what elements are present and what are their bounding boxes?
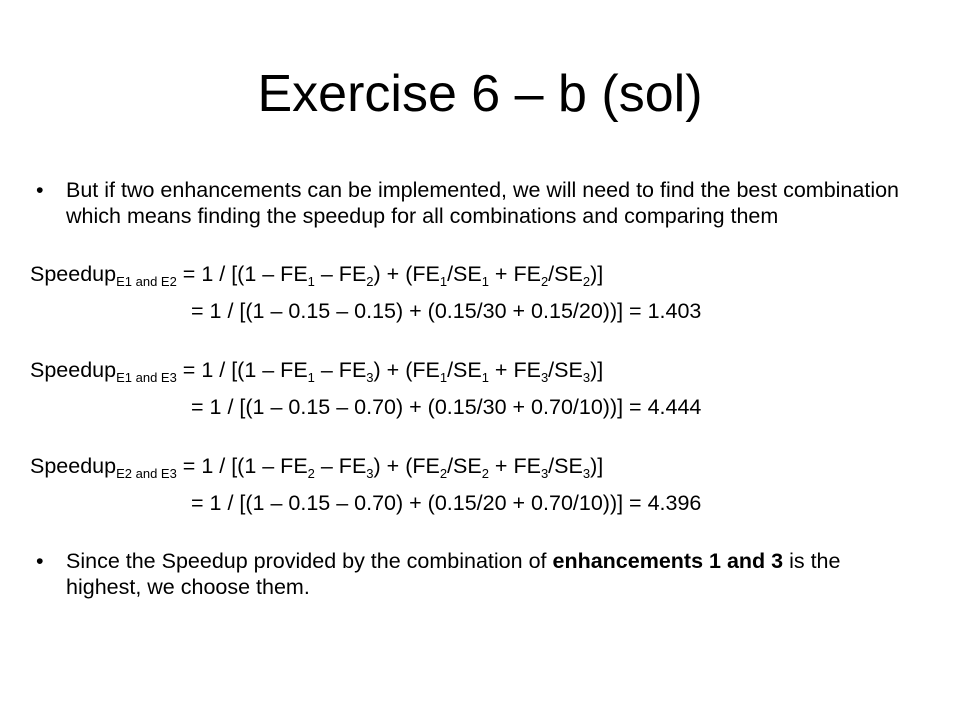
equation-result: = 1 / [(1 – 0.15 – 0.15) + (0.15/30 + 0.15/20))] = 1.403 (191, 298, 702, 323)
formula-part: + FE (488, 358, 541, 382)
bullet-icon: • (36, 178, 44, 202)
formula-part: + FE (488, 262, 541, 286)
equation-e2-e3 (30, 454, 910, 516)
equation-result: = 1 / [(1 – 0.15 – 0.70) + (0.15/20 + 0.70/10))] = 4.396 (191, 490, 702, 515)
formula-subscript: 3 (366, 370, 374, 385)
equation-e1-e2 (30, 262, 910, 324)
equation-e1-e3 (30, 358, 910, 420)
formula-part: /SE (447, 358, 482, 382)
formula-subscript: 1 (481, 274, 489, 289)
slide-body (30, 178, 910, 600)
equation-label: Speedup (30, 358, 117, 382)
formula-part: ) + (FE (373, 454, 440, 478)
formula-subscript: 3 (366, 466, 374, 481)
formula-subscript: 2 (481, 466, 489, 481)
equation-formula (30, 358, 910, 384)
slide-title: Exercise 6 – b (sol) (257, 65, 703, 123)
formula-part: /SE (548, 358, 583, 382)
conclusion-bullet (30, 549, 910, 600)
formula-subscript: 2 (582, 274, 591, 289)
intro-bullet (30, 178, 910, 229)
formula-subscript: 3 (540, 466, 549, 481)
formula-subscript: 1 (439, 274, 448, 289)
formula-part: /SE (447, 262, 482, 286)
equation-label-subscript: E2 and E3 (116, 466, 177, 481)
formula-part: + FE (488, 454, 541, 478)
formula-part: )] (590, 454, 604, 478)
formula-subscript: 1 (439, 370, 448, 385)
equation-label-subscript: E1 and E2 (116, 274, 177, 289)
formula-part: /SE (548, 454, 583, 478)
formula-part: )] (590, 262, 604, 286)
conclusion-text-start: Since the Speedup provided by the combination of (66, 549, 553, 573)
formula-subscript: 3 (582, 370, 591, 385)
formula-part: = 1 / [(1 – FE (176, 454, 308, 478)
formula-part: /SE (447, 454, 482, 478)
formula-part: – FE (314, 358, 367, 382)
formula-part: = 1 / [(1 – FE (176, 358, 308, 382)
formula-subscript: 1 (307, 274, 315, 289)
conclusion-text-end: is the highest, we choose them. (66, 549, 841, 599)
formula-part: – FE (314, 454, 367, 478)
conclusion-text (66, 549, 840, 599)
formula-subscript: 3 (582, 466, 591, 481)
formula-subscript: 3 (540, 370, 549, 385)
formula-part: = 1 / [(1 – FE (176, 262, 308, 286)
conclusion-emphasis: enhancements 1 and 3 (552, 549, 784, 573)
equation-formula (30, 262, 910, 288)
intro-text: But if two enhancements can be implemented, we will need to find the best combination which means finding the speedup for all combinations and comparing them (66, 178, 900, 228)
equation-formula (30, 454, 910, 480)
formula-part: )] (590, 358, 604, 382)
formula-part: ) + (FE (373, 262, 440, 286)
formula-part: /SE (548, 262, 583, 286)
formula-subscript: 1 (307, 370, 315, 385)
formula-subscript: 2 (540, 274, 549, 289)
formula-subscript: 2 (366, 274, 374, 289)
formula-subscript: 1 (481, 370, 489, 385)
formula-part: – FE (314, 262, 367, 286)
equation-label: Speedup (30, 262, 117, 286)
equation-label-subscript: E1 and E3 (116, 370, 177, 385)
formula-subscript: 2 (439, 466, 448, 481)
equation-result: = 1 / [(1 – 0.15 – 0.70) + (0.15/30 + 0.70/10))] = 4.444 (191, 394, 702, 419)
formula-subscript: 2 (307, 466, 315, 481)
equation-label: Speedup (30, 454, 117, 478)
formula-part: ) + (FE (373, 358, 440, 382)
bullet-icon: • (36, 549, 44, 573)
